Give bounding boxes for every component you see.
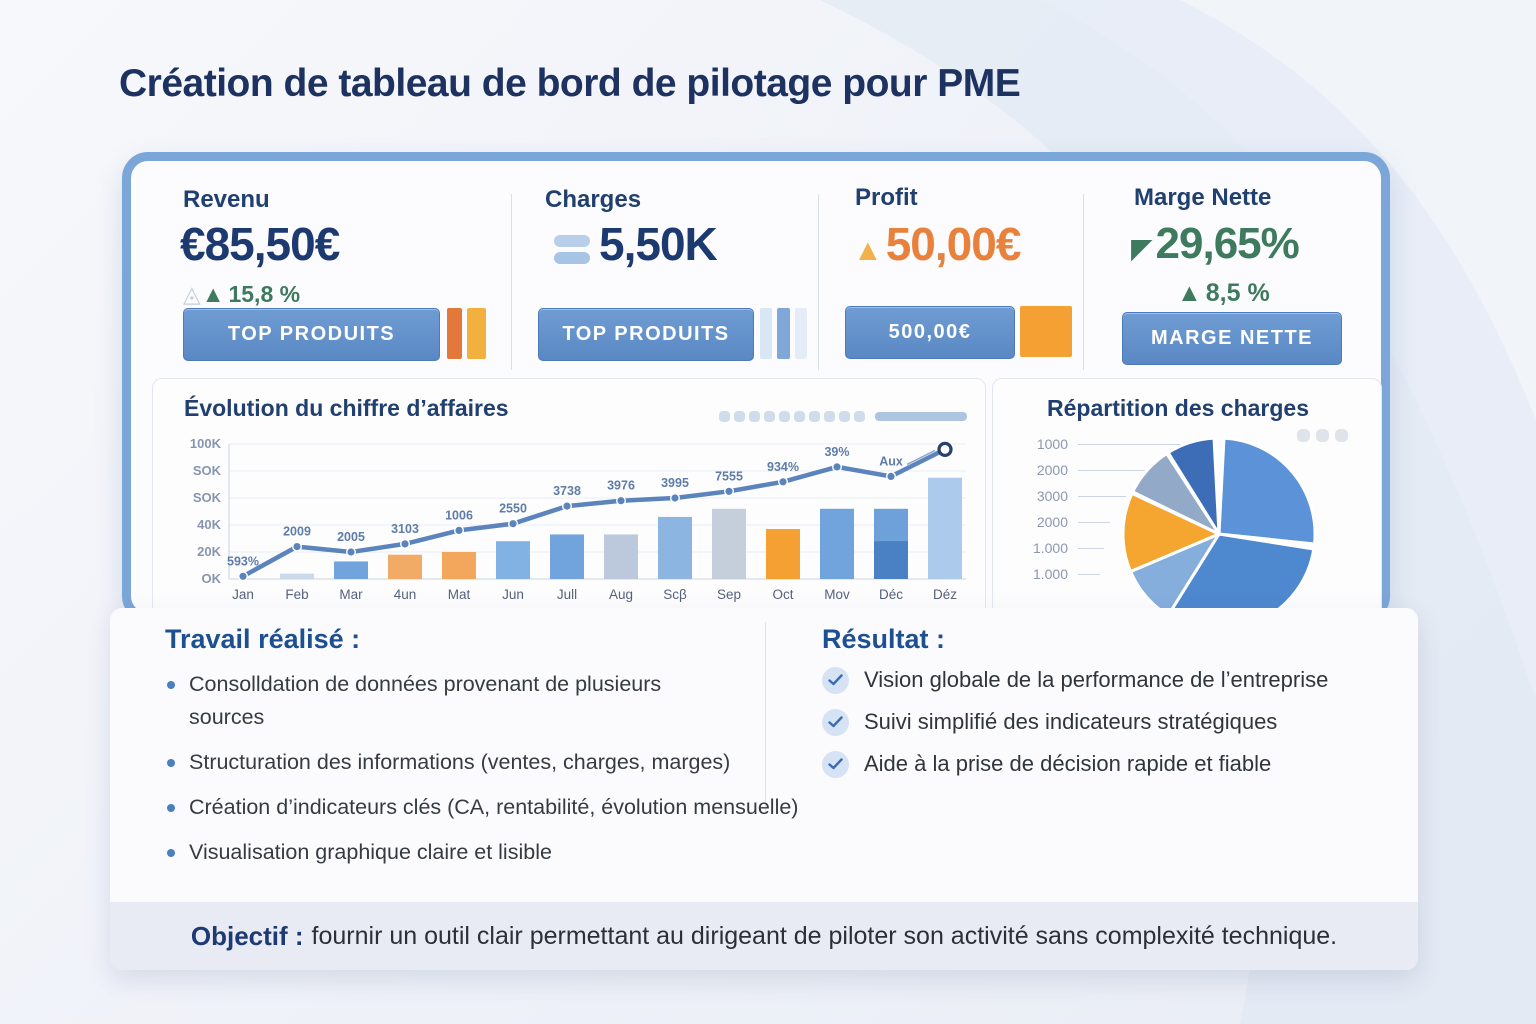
point-label: 3103 [391, 521, 419, 536]
data-point [779, 478, 788, 487]
point-label: 39% [824, 444, 850, 459]
y-tick-label: SOK [192, 490, 221, 505]
x-tick-label: Jull [556, 587, 578, 602]
pie-axis-row: 2000 [1006, 457, 1206, 483]
pie-axis-row: 2000 [1006, 509, 1206, 535]
data-point [239, 572, 248, 581]
bar-Aug [604, 534, 638, 579]
x-tick-label: Jun [502, 587, 524, 602]
y-tick-label: 100K [189, 436, 221, 451]
x-tick-label: Feb [285, 587, 309, 602]
dot [809, 411, 820, 422]
pie-chart-card [992, 378, 1382, 624]
check-icon [822, 667, 849, 694]
pie-axis-row: 1000 [1006, 431, 1206, 457]
y-tick-label: 40K [197, 517, 221, 532]
point-label: 2009 [283, 524, 311, 539]
x-tick-label: Jan [232, 587, 254, 602]
bullet-dot-icon [167, 849, 175, 857]
stripe-paleblue [760, 308, 772, 359]
dot [749, 411, 760, 422]
top-produits-button-charges[interactable]: TOP PRODUITS [538, 308, 754, 361]
work-bullet-item: Consolldation de données provenant de plusieurs sources [165, 668, 985, 734]
objective-label: Objectif : [190, 920, 304, 951]
bar-Mat [442, 552, 476, 579]
evolution-chart-title: Évolution du chiffre d’affaires [184, 395, 509, 421]
x-tick-label: Mar [339, 587, 363, 602]
result-section-heading: Résultat : [822, 624, 946, 654]
data-point [671, 494, 680, 503]
point-label: 2550 [499, 501, 527, 516]
point-label: 2005 [337, 530, 365, 544]
data-point [833, 463, 842, 472]
data-point [401, 540, 410, 549]
dot [824, 411, 835, 422]
charges-bars-icon [554, 235, 590, 269]
bullet-dot-icon [167, 681, 175, 689]
triangle-up-icon: ▲ [853, 234, 882, 267]
kpi-marge-delta: ▲ 8,5 % [1177, 279, 1270, 307]
x-tick-label: Sep [716, 587, 742, 602]
x-tick-label: Déz [932, 587, 958, 602]
data-point [509, 519, 518, 528]
triangle-up-ghost-icon: ◬ [183, 281, 201, 307]
data-point [347, 548, 356, 557]
objective-text: fournir un outil clair permettant au dirigeant de piloter son activité sans complexité technique. [311, 921, 1338, 950]
kpi-revenu-delta: ◬▲ 15,8 % [183, 281, 301, 307]
triangle-up-icon: ◤ [1131, 233, 1152, 264]
x-tick-label: Mov [824, 587, 850, 602]
point-label: 3738 [553, 484, 581, 499]
stripe-orange [447, 308, 462, 359]
point-label: 7555 [715, 469, 743, 484]
page-title: Création de tableau de bord de pilotage pour PME [119, 62, 1021, 105]
dot [719, 411, 730, 422]
carousel-dots [719, 411, 967, 422]
divider [818, 194, 819, 370]
work-section-heading: Travail réalisé : [165, 624, 361, 654]
marge-nette-button[interactable]: MARGE NETTE [1122, 312, 1342, 365]
bar-Mar [334, 561, 368, 579]
result-check-item: Suivi simplifié des indicateurs stratégiques [822, 708, 1328, 736]
dot [764, 411, 775, 422]
work-bullet-item: Création d’indicateurs clés (CA, rentabilité, évolution mensuelle) [165, 791, 985, 824]
divider [1083, 194, 1084, 370]
y-tick-label: 20K [197, 544, 221, 559]
bar-Mov [820, 509, 854, 579]
y-tick-label: SOK [192, 463, 221, 478]
stripe-paleblue [795, 308, 807, 359]
point-label: Aux [879, 454, 903, 469]
point-label: 593% [227, 554, 259, 569]
orange-block [1020, 306, 1072, 357]
point-label: 3976 [607, 478, 635, 493]
top-produits-button-revenu[interactable]: TOP PRODUITS [183, 308, 440, 361]
dot [854, 411, 865, 422]
result-check-item: Vision globale de la performance de l’entreprise [822, 666, 1328, 694]
evolution-chart-card [152, 378, 986, 624]
data-point-final [939, 443, 951, 455]
stripe-blue [777, 308, 790, 359]
triangle-up-icon: ▲ [1177, 279, 1202, 307]
x-tick-label: Scβ [663, 587, 687, 602]
pie-axis-row: 1.000 [1006, 561, 1206, 587]
notes-panel [110, 608, 1418, 970]
bar-secondary [874, 541, 908, 579]
profit-button[interactable]: 500,00€ [845, 306, 1015, 359]
bar-Feb [280, 574, 314, 579]
triangle-up-icon: ▲ [201, 281, 225, 307]
dot [734, 411, 745, 422]
work-bullet-item: Structuration des informations (ventes, charges, marges) [165, 746, 985, 779]
kpi-charges-label: Charges [545, 186, 642, 213]
dot [794, 411, 805, 422]
x-tick-label: Aug [608, 587, 634, 602]
point-label: 3995 [661, 476, 689, 490]
pie-chart-title: Répartition des charges [1047, 395, 1310, 421]
y-tick-label: OK [201, 571, 221, 586]
data-point [455, 526, 464, 535]
kpi-revenu-value: €85,50€ [180, 218, 340, 270]
kpi-profit-value: ▲50,00€ [853, 218, 1021, 270]
bar-Scβ [658, 517, 692, 579]
pie-axis-row: 1.000 [1006, 535, 1206, 561]
charges-pie-chart [1116, 431, 1326, 624]
dot [839, 411, 850, 422]
data-point [725, 487, 734, 496]
kpi-marge-value: ◤29,65% [1131, 219, 1299, 268]
check-icon [822, 751, 849, 778]
point-label: 1006 [445, 508, 473, 523]
x-tick-label: Oct [772, 587, 794, 602]
kpi-revenu-label: Revenu [183, 186, 270, 213]
pie-slice-1 [1219, 438, 1315, 544]
bar-Jun [496, 541, 530, 579]
point-label: 934% [767, 459, 799, 474]
kpi-marge-label: Marge Nette [1134, 184, 1272, 211]
dot [779, 411, 790, 422]
pie-axis-row: 3000 [1006, 483, 1206, 509]
result-check-item: Aide à la prise de décision rapide et fiable [822, 750, 1328, 778]
result-check-list [822, 666, 1328, 792]
bar-Sep [712, 509, 746, 579]
check-icon [822, 709, 849, 736]
bullet-dot-icon [167, 759, 175, 767]
x-tick-label: Déc [878, 587, 904, 602]
menu-dot [1335, 429, 1348, 442]
bullet-dot-icon [167, 804, 175, 812]
bar-Oct [766, 529, 800, 579]
kpi-profit-label: Profit [855, 184, 918, 211]
data-point [617, 496, 626, 505]
bar-4un [388, 555, 422, 579]
data-point [563, 502, 572, 511]
data-point [887, 472, 896, 481]
kpi-charges-value: 5,50K [599, 218, 717, 270]
work-bullet-item: Visualisation graphique claire et lisible [165, 836, 985, 869]
stripe-yellow [467, 308, 486, 359]
x-tick-label: 4un [393, 587, 417, 602]
bar-Déz [928, 478, 962, 579]
x-tick-label: Mat [447, 587, 471, 602]
progress-bar-decoration [875, 412, 967, 421]
data-point [293, 542, 302, 551]
divider [511, 194, 512, 370]
revenue-evolution-chart [166, 431, 976, 607]
objective-bar [110, 902, 1418, 970]
bar-Jull [550, 534, 584, 579]
